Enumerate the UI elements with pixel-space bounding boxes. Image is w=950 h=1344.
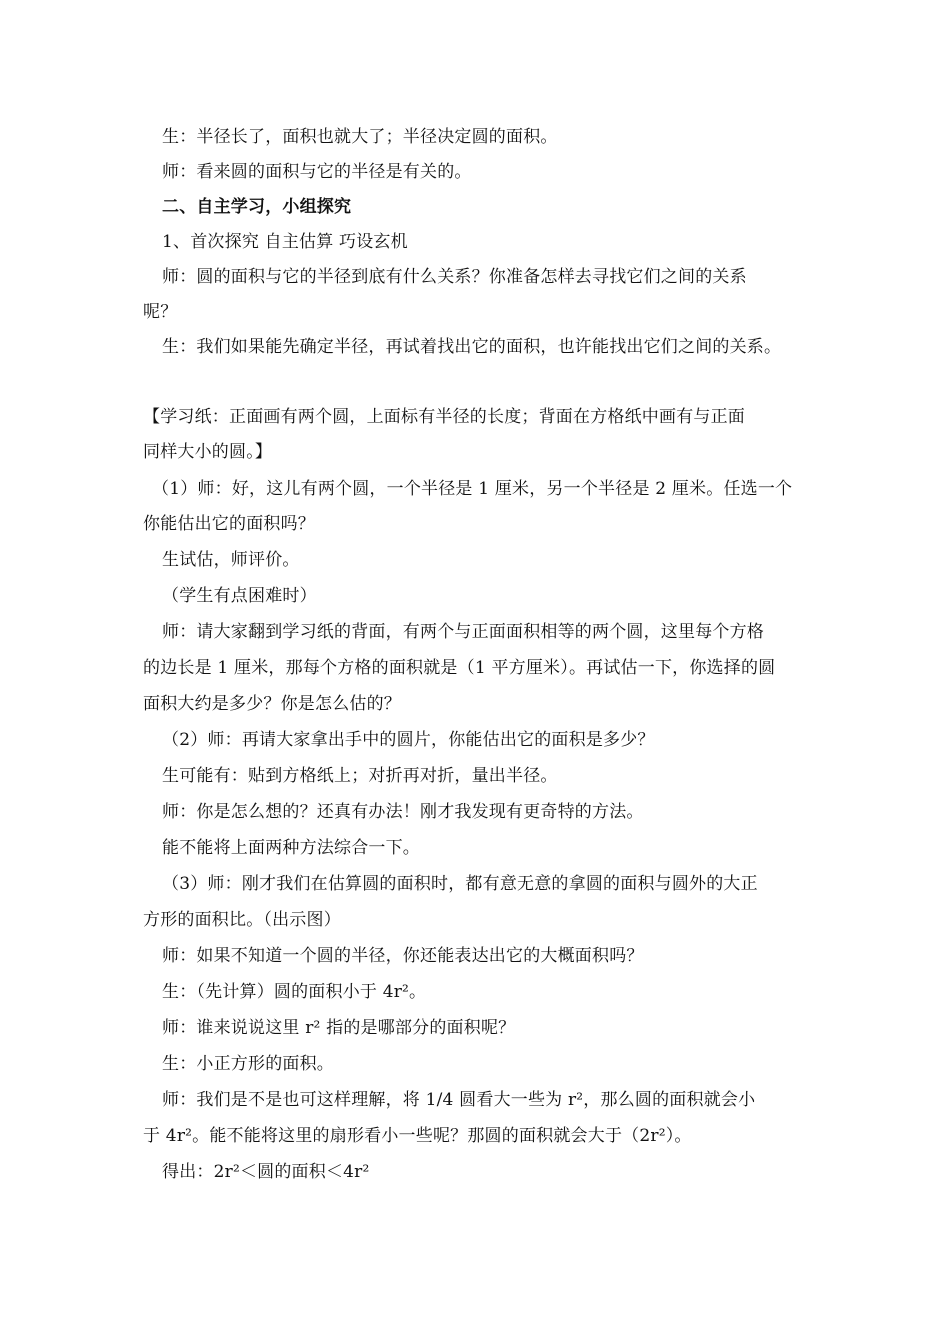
paragraph-line: 的边长是 1 厘米，那每个方格的面积就是（1 平方厘米）。再试估一下，你选择的圆 — [143, 658, 776, 678]
paragraph-line: 生试估，师评价。 — [162, 550, 300, 570]
paragraph-line: 能不能将上面两种方法综合一下。 — [162, 838, 420, 858]
conclusion-line: 得出：2r²＜圆的面积＜4r² — [162, 1162, 370, 1182]
paragraph-line: （2）师：再请大家拿出手中的圆片，你能估出它的面积是多少？ — [162, 730, 655, 750]
paragraph-line: 生：（先计算）圆的面积小于 4r²。 — [162, 982, 427, 1002]
paragraph-line: 生：半径长了，面积也就大了；半径决定圆的面积。 — [162, 127, 558, 147]
paragraph-line: 师：如果不知道一个圆的半径，你还能表达出它的大概面积吗？ — [162, 946, 644, 966]
paragraph-line: 师：圆的面积与它的半径到底有什么关系？你准备怎样去寻找它们之间的关系 — [162, 267, 747, 287]
paragraph-line: 师：我们是不是也可这样理解，将 1/4 圆看大一些为 r²，那么圆的面积就会小 — [162, 1090, 756, 1110]
paragraph-line: 你能估出它的面积吗？ — [143, 514, 315, 534]
note-line: 同样大小的圆。】 — [143, 442, 273, 462]
paragraph-line: （学生有点困难时） — [162, 586, 317, 606]
paragraph-line: （1）师：好，这儿有两个圆，一个半径是 1 厘米，另一个半径是 2 厘米。任选一个 — [152, 479, 793, 499]
section-heading: 二、自主学习，小组探究 — [162, 197, 352, 217]
subsection-heading: 1、首次探究 自主估算 巧设玄机 — [162, 232, 408, 252]
paragraph-line: 呢？ — [143, 302, 178, 322]
paragraph-line: 生：我们如果能先确定半径，再试着找出它的面积，也许能找出它们之间的关系。 — [162, 337, 782, 357]
paragraph-line: 面积大约是多少？你是怎么估的？ — [143, 694, 401, 714]
paragraph-line: 师：请大家翻到学习纸的背面，有两个与正面面积相等的两个圆，这里每个方格 — [162, 622, 764, 642]
paragraph-line: 方形的面积比。（出示图） — [143, 910, 341, 930]
paragraph-line: 师：你是怎么想的？还真有办法！刚才我发现有更奇特的方法。 — [162, 802, 644, 822]
paragraph-line: 师：看来圆的面积与它的半径是有关的。 — [162, 162, 472, 182]
paragraph-line: 生：小正方形的面积。 — [162, 1054, 334, 1074]
paragraph-line: 于 4r²。能不能将这里的扇形看小一些呢？那圆的面积就会大于（2r²）。 — [143, 1126, 692, 1146]
note-line: 【学习纸：正面画有两个圆，上面标有半径的长度；背面在方格纸中画有与正面 — [143, 407, 745, 427]
paragraph-line: 师：谁来说说这里 r² 指的是哪部分的面积呢？ — [162, 1018, 516, 1038]
paragraph-line: 生可能有：贴到方格纸上；对折再对折，量出半径。 — [162, 766, 558, 786]
paragraph-line: （3）师：刚才我们在估算圆的面积时，都有意无意的拿圆的面积与圆外的大正 — [162, 874, 758, 894]
